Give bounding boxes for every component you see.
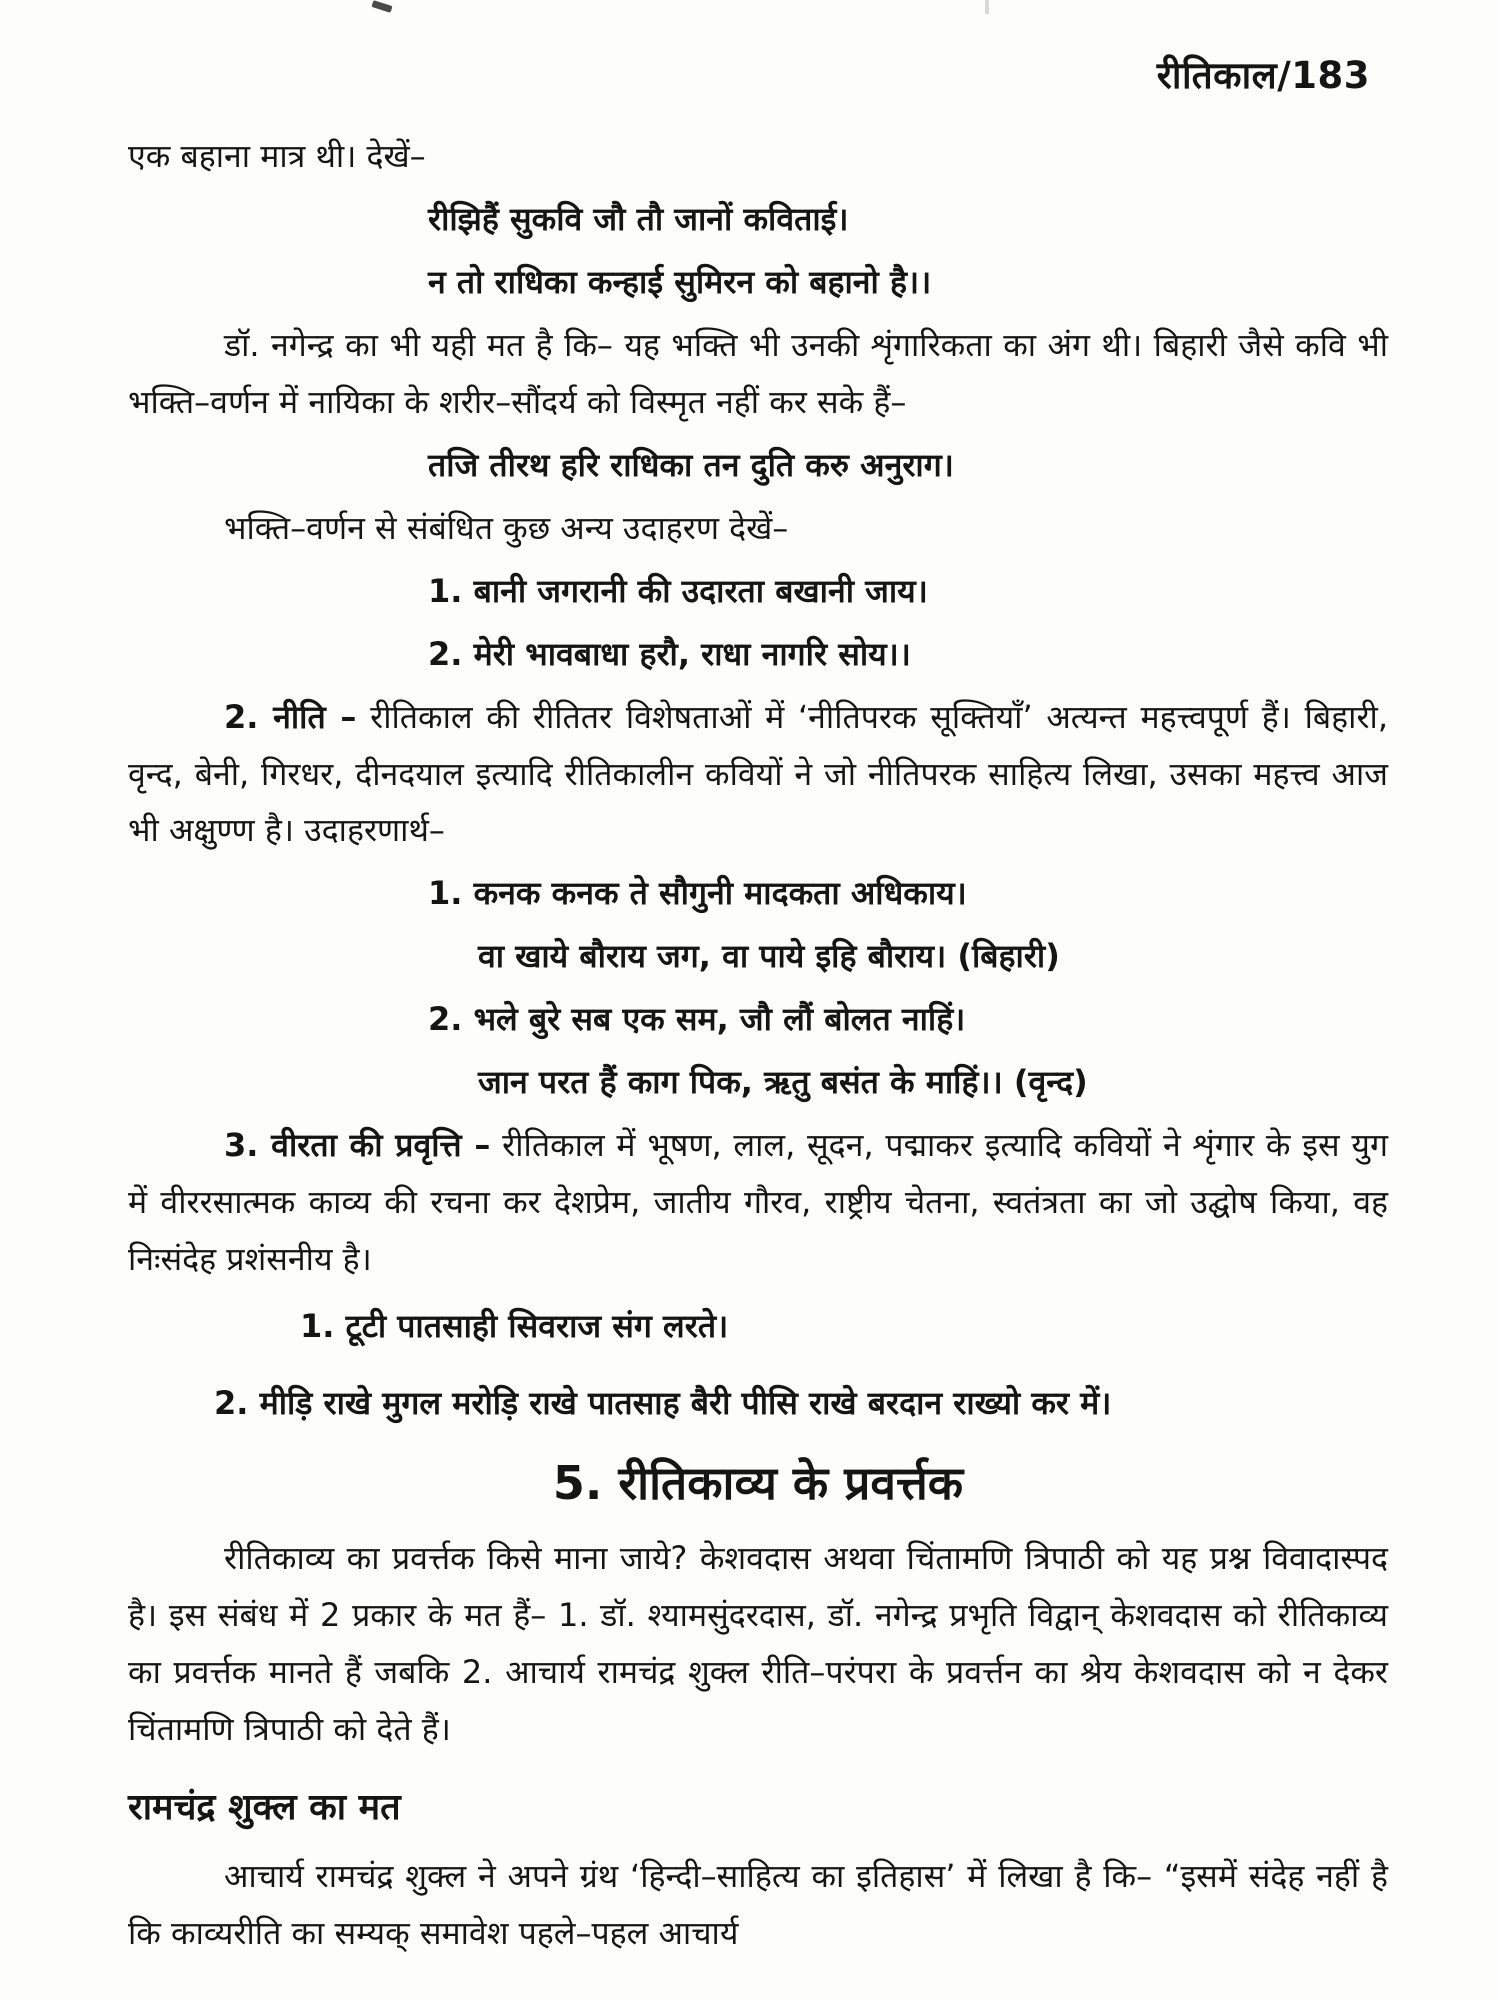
scan-artifact bbox=[985, 0, 989, 14]
page-body bbox=[128, 128, 1388, 1966]
paragraph-rest: रीतिकाल में भूषण, लाल, सूदन, पद्माकर इत्यादि कवियों ने शृंगार के इस युग में वीररसात्मक काव्य की रचना कर देशप्रेम, जातीय गौरव, राष्ट्रीय चेतना, स्वतंत्रता का जो उद्घोष किया, वह निःसंदेह प्रशंसनीय है। bbox=[128, 1126, 1388, 1279]
paragraph-lead-bold: 2. नीति – bbox=[224, 697, 357, 736]
paragraph-continuation: एक बहाना मात्र थी। देखें– bbox=[128, 137, 426, 175]
paragraph: डॉ. नगेन्द्र का भी यही मत है कि– यह भक्ति भी उनकी शृंगारिकता का अंग थी। बिहारी जैसे कवि भी भक्ति–वर्णन में नायिका के शरीर–सौंदर्य को विस्मृत नहीं कर सके हैं– bbox=[128, 325, 1388, 421]
verse-line: न तो राधिका कन्हाई सुमिरन को बहानो है।। bbox=[428, 262, 932, 301]
section-heading: 5. रीतिकाव्य के प्रवर्त्तक bbox=[552, 1456, 964, 1511]
paragraph: आचार्य रामचंद्र शुक्ल ने अपने ग्रंथ ‘हिन्दी–साहित्य का इतिहास’ में लिखा है कि– “इसमें संदेह नहीं है कि काव्यरीति का सम्यक् समावेश पहले–पहल आचार्य bbox=[128, 1856, 1388, 1952]
verse-line: रीझिहैं सुकवि जौ तौ जानों कविताई। bbox=[428, 199, 849, 238]
paragraph: भक्ति–वर्णन से संबंधित कुछ अन्य उदाहरण देखें– bbox=[224, 508, 789, 547]
verse-line: जान परत हैं काग पिक, ऋतु बसंत के माहिं।। (वृन्द) bbox=[478, 1063, 1088, 1102]
paragraph-niti bbox=[128, 689, 1388, 860]
subsection-heading: रामचंद्र शुक्ल का मत bbox=[128, 1786, 401, 1828]
paragraph-veerta bbox=[128, 1117, 1388, 1288]
scan-artifact bbox=[371, 0, 392, 13]
verse-line: 1. बानी जगरानी की उदारता बखानी जाय। bbox=[428, 571, 928, 610]
running-head-page-number: रीतिकाल/183 bbox=[1156, 54, 1370, 97]
paragraph: रीतिकाव्य का प्रवर्त्तक किसे माना जाये? केशवदास अथवा चिंतामणि त्रिपाठी को यह प्रश्न विवादास्पद है। इस संबंध में 2 प्रकार के मत हैं– 1. डॉ. श्यामसुंदरदास, डॉ. नगेन्द्र प्रभृति विद्वान् केशवदास को रीतिकाव्य का प्रवर्त्तक मानते हैं जबकि 2. आचार्य रामचंद्र शुक्ल रीति–परंपरा के प्रवर्त्तन का श्रेय केशवदास को न देकर चिंतामणि त्रिपाठी को देते हैं। bbox=[128, 1538, 1388, 1748]
paragraph-rest: रीतिकाल की रीतितर विशेषताओं में ‘नीतिपरक सूक्तियाँ’ अत्यन्त महत्त्वपूर्ण हैं। बिहारी, वृन्द, बेनी, गिरधर, दीनदयाल इत्यादि रीतिकालीन कवियों ने जो नीतिपरक साहित्य लिखा, उसका महत्त्व आज भी अक्षुण्ण है। उदाहरणार्थ– bbox=[128, 697, 1388, 850]
verse-line: 2. भले बुरे सब एक सम, जौ लौं बोलत नाहिं। bbox=[428, 1000, 966, 1039]
verse-line: वा खाये बौराय जग, वा पाये इहि बौराय। (बिहारी) bbox=[478, 937, 1060, 976]
verse-line: 1. टूटी पातसाही सिवराज संग लरते। bbox=[300, 1307, 729, 1346]
verse-line: 1. कनक कनक ते सौगुनी मादकता अधिकाय। bbox=[428, 874, 967, 913]
verse-line: तजि तीरथ हरि राधिका तन दुति करु अनुराग। bbox=[428, 445, 954, 484]
verse-line: 2. मीड़ि राखे मुगल मरोड़ि राखे पातसाह बैरी पीसि राखे बरदान राख्यो कर में। bbox=[214, 1384, 1112, 1423]
paragraph-lead-bold: 3. वीरता की प्रवृत्ति – bbox=[224, 1126, 491, 1165]
verse-line: 2. मेरी भावबाधा हरौ, राधा नागरि सोय।। bbox=[428, 634, 911, 673]
